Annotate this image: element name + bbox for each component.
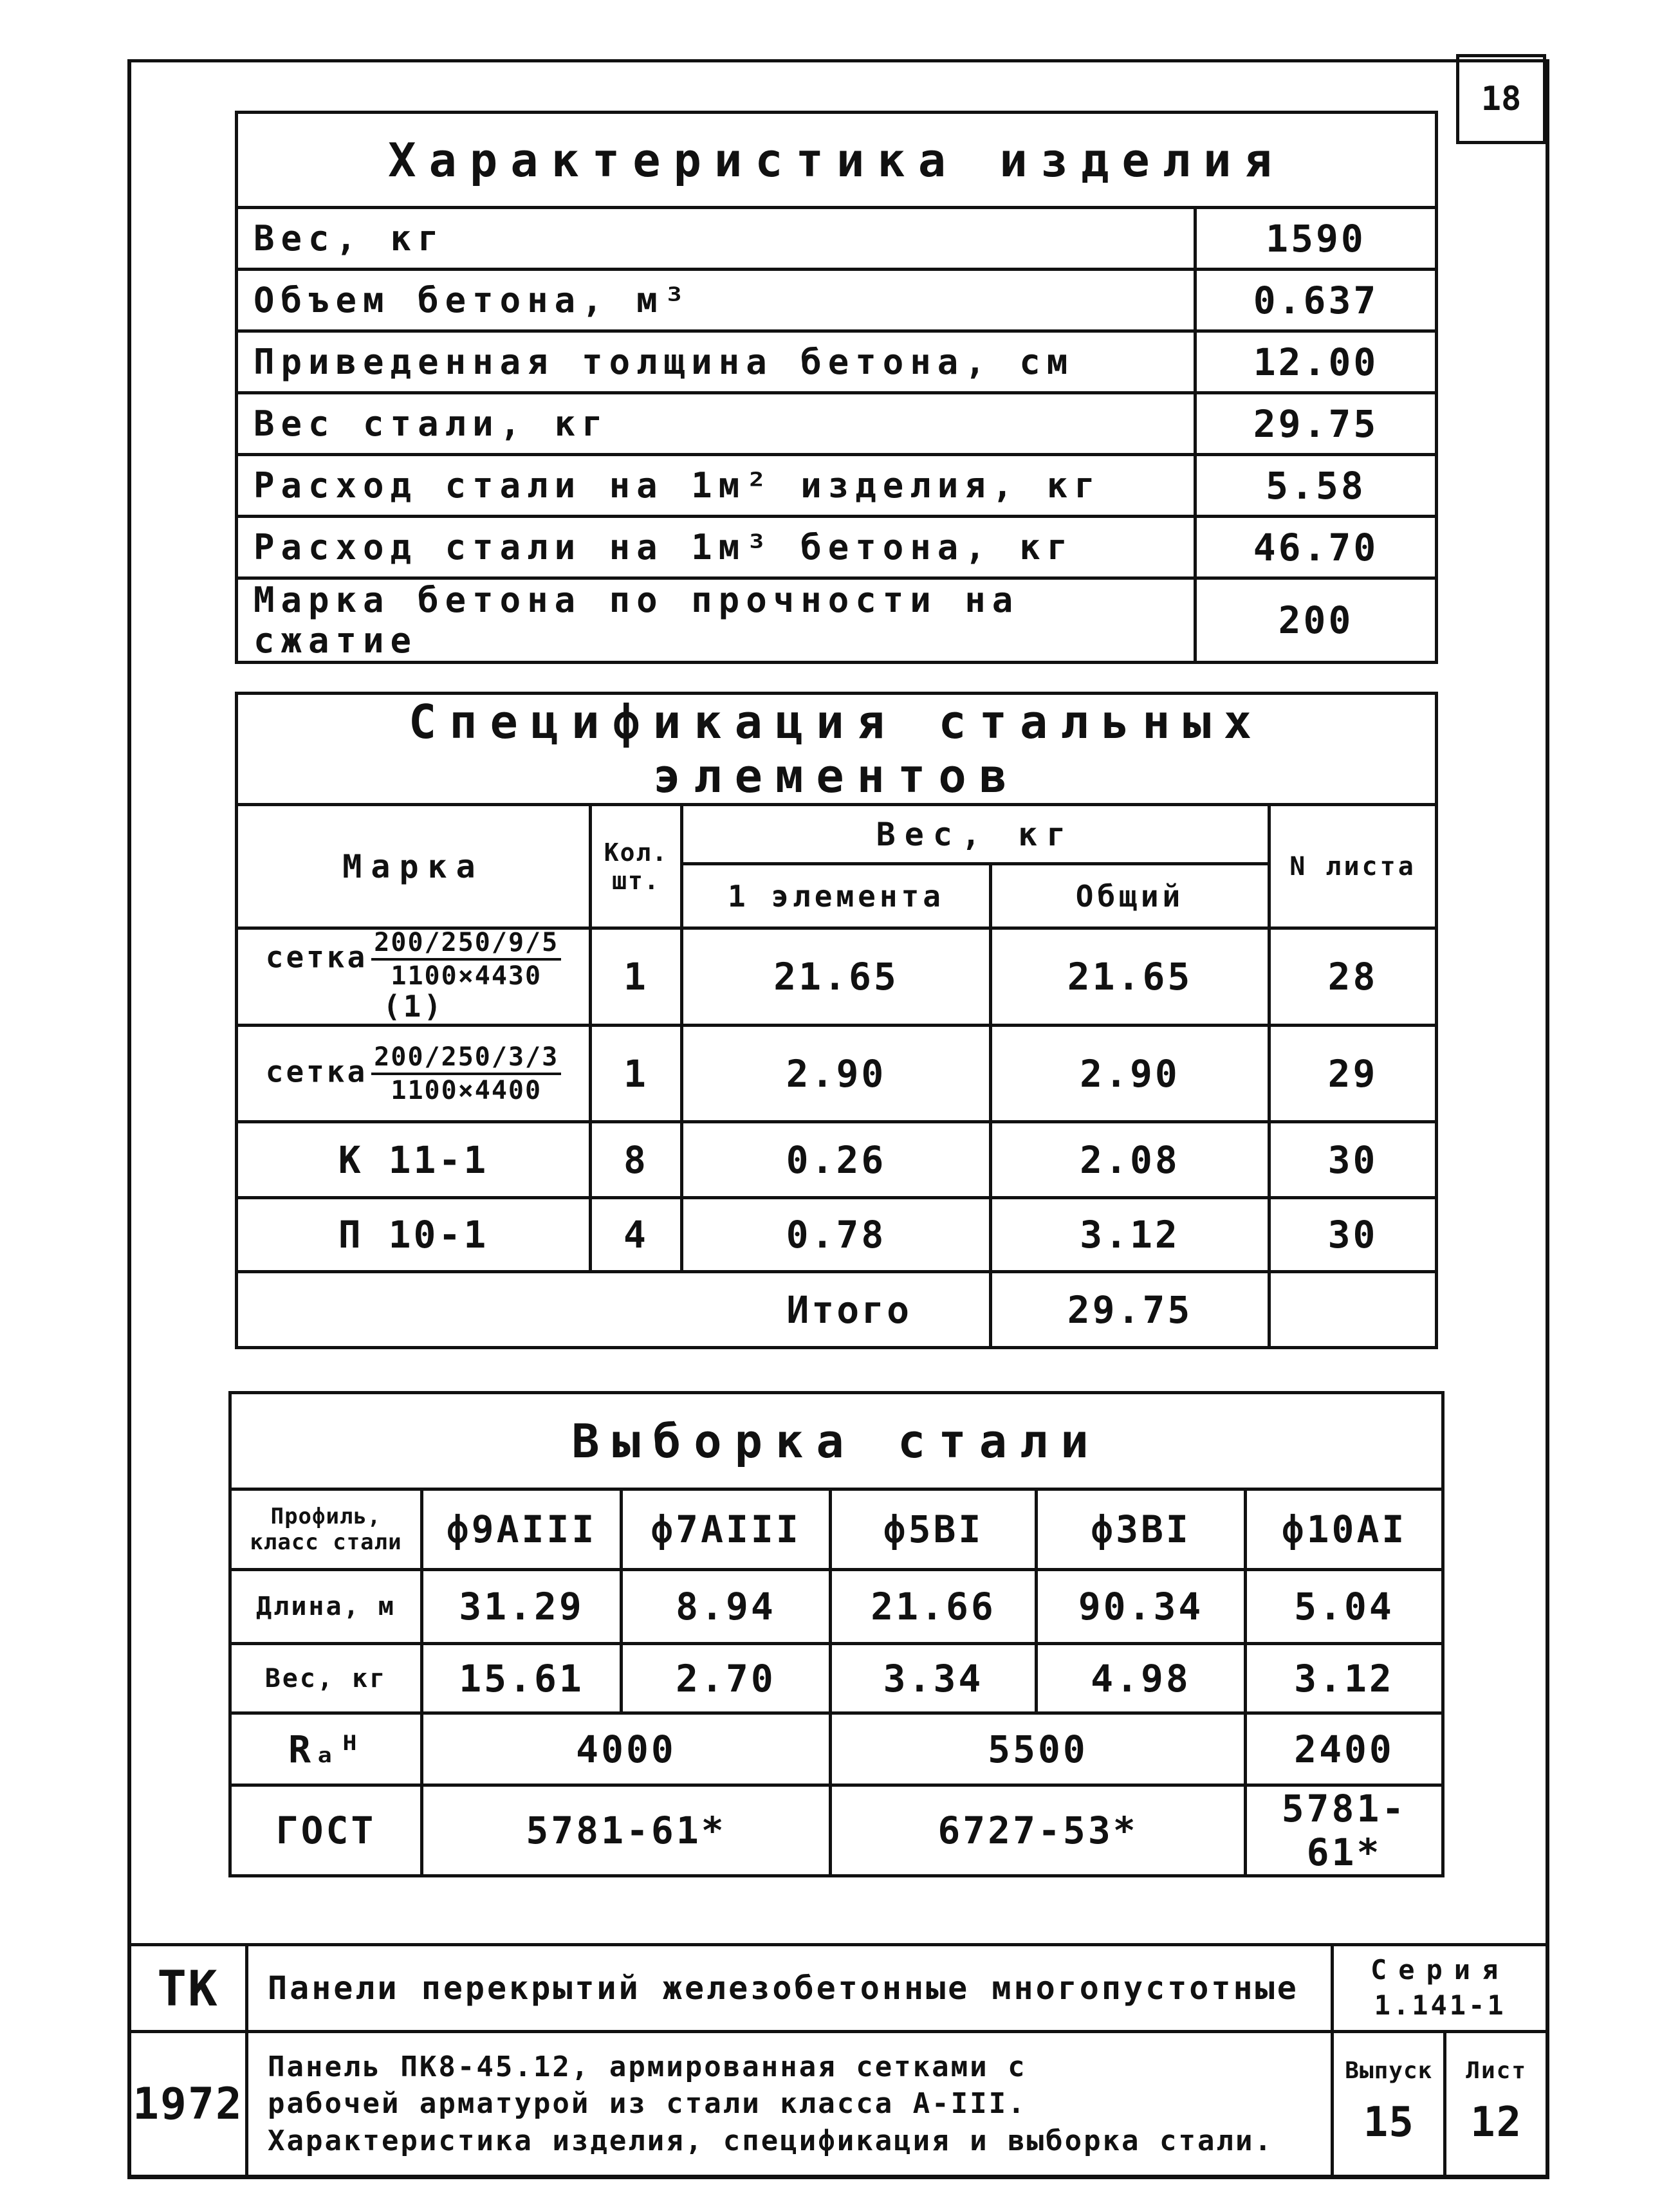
length-cell: 5.04 [1246, 1570, 1443, 1644]
total-label: Итого [237, 1272, 991, 1348]
profile-label: Профиль, класс стали [230, 1489, 422, 1570]
mark-prefix: сетка [265, 1054, 368, 1089]
weight-total-cell: 2.08 [991, 1122, 1269, 1198]
weight-total-cell: 3.12 [991, 1198, 1269, 1272]
length-cell: 21.66 [831, 1570, 1037, 1644]
characteristics-table [235, 111, 1438, 664]
weight-one-cell: 21.65 [682, 928, 991, 1026]
org-cell: ТК [129, 1945, 247, 2032]
weight-cell: 2.70 [622, 1644, 831, 1713]
sheet-cell: 29 [1269, 1026, 1437, 1122]
total-value: 29.75 [991, 1272, 1269, 1348]
weight-total-cell: 2.90 [991, 1026, 1269, 1122]
ra-value: 5500 [831, 1713, 1246, 1785]
weight-header: Вес, кг [682, 805, 1269, 864]
char-label: Приведенная толщина бетона, см [237, 331, 1195, 393]
sheet-number-cell [1445, 2032, 1548, 2177]
gost-value: 6727-53* [831, 1785, 1246, 1876]
char-value: 29.75 [1195, 393, 1437, 455]
char-label: Расход стали на 1м³ бетона, кг [237, 517, 1195, 578]
series-value: 1.141-1 [1374, 1989, 1506, 2021]
weight-total-cell: 21.65 [991, 928, 1269, 1026]
steel-table [228, 1391, 1445, 1877]
sheet-cell: 28 [1269, 928, 1437, 1026]
char-label: Марка бетона по прочности на сжатие [237, 578, 1195, 663]
series-label: Серия [1370, 1954, 1510, 1986]
mark-cell [237, 928, 591, 1026]
profile-cell: ф9АIII [422, 1489, 622, 1570]
weight-label: Вес, кг [230, 1644, 422, 1713]
length-cell: 8.94 [622, 1570, 831, 1644]
sheet-value: 12 [1470, 2098, 1523, 2146]
weight-one-cell: 0.78 [682, 1198, 991, 1272]
mark-suffix: (1) [382, 989, 445, 1024]
mark-cell: К 11-1 [237, 1122, 591, 1198]
weight-cell: 15.61 [422, 1644, 622, 1713]
char-value: 5.58 [1195, 455, 1437, 517]
ra-value: 4000 [422, 1713, 831, 1785]
mark-cell: П 10-1 [237, 1198, 591, 1272]
qty-cell: 1 [591, 928, 682, 1026]
length-cell: 31.29 [422, 1570, 622, 1644]
steel-title: Выборка стали [230, 1393, 1443, 1489]
profile-cell: ф10АI [1246, 1489, 1443, 1570]
gost-value: 5781-61* [1246, 1785, 1443, 1876]
description-line: Характеристика изделия, спецификация и выборка стали. [268, 2124, 1273, 2157]
gost-value: 5781-61* [422, 1785, 831, 1876]
ra-value: 2400 [1246, 1713, 1443, 1785]
weight-one-cell: 0.26 [682, 1122, 991, 1198]
gost-label: ГОСТ [230, 1785, 422, 1876]
description-line: Панель ПК8-45.12, армированная сетками с [268, 2051, 1027, 2084]
profile-cell: ф5ВI [831, 1489, 1037, 1570]
title-block [127, 1943, 1549, 2178]
sheet-cell: 30 [1269, 1198, 1437, 1272]
profile-cell: ф7АIII [622, 1489, 831, 1570]
issue-value: 15 [1363, 2098, 1414, 2146]
weight-cell: 4.98 [1037, 1644, 1246, 1713]
mark-cell [237, 1026, 591, 1122]
mark-denominator: 1100×4400 [391, 1075, 542, 1105]
mark-header: Марка [237, 805, 591, 928]
issue-cell [1333, 2032, 1445, 2177]
product-name: Панели перекрытий железобетонные многопустотные [247, 1945, 1333, 2032]
series-cell [1333, 1945, 1548, 2032]
profile-cell: ф3ВI [1037, 1489, 1246, 1570]
issue-label: Выпуск [1345, 2058, 1433, 2084]
qty-cell: 1 [591, 1026, 682, 1122]
sheet-header: N листа [1269, 805, 1437, 928]
description-line: рабочей арматурой из стали класса А-III. [268, 2087, 1027, 2121]
char-value: 12.00 [1195, 331, 1437, 393]
char-label: Объем бетона, м³ [237, 270, 1195, 331]
qty-header: Кол. шт. [591, 805, 682, 928]
ra-label: Rₐᴴ [230, 1713, 422, 1785]
weight-total-header: Общий [991, 864, 1269, 928]
mark-numerator: 200/250/3/3 [371, 1044, 561, 1075]
length-cell: 90.34 [1037, 1570, 1246, 1644]
mark-prefix: сетка [265, 939, 368, 975]
length-label: Длина, м [230, 1570, 422, 1644]
characteristics-title: Характеристика изделия [237, 113, 1437, 208]
char-label: Расход стали на 1м² изделия, кг [237, 455, 1195, 517]
weight-one-header: 1 элемента [682, 864, 991, 928]
weight-one-cell: 2.90 [682, 1026, 991, 1122]
mark-numerator: 200/250/9/5 [371, 930, 561, 961]
sheet-label: Лист [1466, 2058, 1527, 2084]
specification-title: Спецификация стальных элементов [237, 694, 1437, 805]
year-cell: 1972 [129, 2032, 247, 2177]
char-value: 1590 [1195, 208, 1437, 270]
qty-cell: 4 [591, 1198, 682, 1272]
qty-cell: 8 [591, 1122, 682, 1198]
description-cell [247, 2032, 1333, 2177]
mark-denominator: 1100×4430 [391, 961, 542, 991]
char-label: Вес стали, кг [237, 393, 1195, 455]
mark-fraction [371, 1044, 561, 1103]
weight-cell: 3.34 [831, 1644, 1037, 1713]
weight-cell: 3.12 [1246, 1644, 1443, 1713]
char-label: Вес, кг [237, 208, 1195, 270]
total-empty-cell [1269, 1272, 1437, 1348]
sheet-cell: 30 [1269, 1122, 1437, 1198]
char-value: 0.637 [1195, 270, 1437, 331]
page-number: 18 [1456, 54, 1546, 144]
specification-table [235, 692, 1438, 1349]
mark-fraction [371, 930, 561, 989]
char-value: 200 [1195, 578, 1437, 663]
char-value: 46.70 [1195, 517, 1437, 578]
